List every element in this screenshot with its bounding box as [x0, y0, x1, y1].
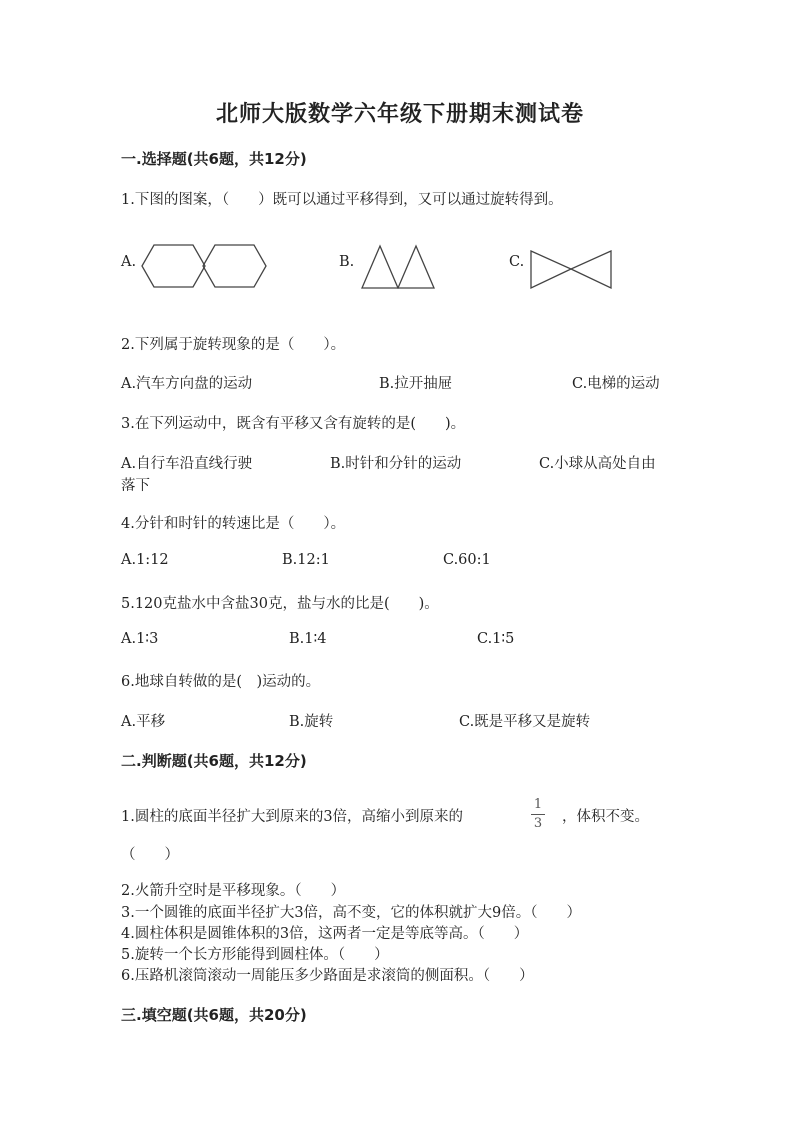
judge-question-4: 4.圆柱体积是圆锥体积的3倍，这两者一定是等底等高。（ ） — [121, 926, 529, 942]
question-choice-2: 2.下列属于旋转现象的是（ ）。 — [121, 337, 346, 353]
two-triangles-figure — [361, 245, 436, 289]
option-3c-continued: 落下 — [121, 478, 150, 494]
section-heading-fill: 三.填空题(共6题，共20分) — [121, 1006, 307, 1024]
judge-question-1: 1.圆柱的底面半径扩大到原来的3倍，高缩小到原来的 — [121, 809, 464, 825]
section-heading-judge: 二.判断题(共6题，共12分) — [121, 752, 307, 770]
fraction-bar — [531, 814, 545, 815]
bowtie-figure — [530, 250, 612, 290]
hexagon-right — [203, 245, 266, 287]
option-2a: A.汽车方向盘的运动 — [121, 376, 253, 392]
triangle-left — [362, 246, 398, 288]
judge-question-1-end: ，体积不变。 — [562, 809, 649, 825]
option-3b: B.时针和分针的运动 — [330, 456, 462, 472]
option-b-label: B. — [339, 254, 355, 270]
section-heading-choice: 一.选择题(共6题，共12分) — [121, 150, 307, 168]
bowtie-left-triangle — [531, 251, 571, 288]
option-5b: B.1∶4 — [289, 631, 327, 647]
two-hexagons-figure — [141, 244, 267, 288]
fraction-numerator: 1 — [533, 797, 543, 812]
question-choice-5: 5.120克盐水中含盐30克，盐与水的比是( )。 — [121, 596, 439, 612]
option-2c: C.电梯的运动 — [572, 376, 660, 392]
option-2b: B.拉开抽屉 — [379, 376, 453, 392]
triangle-right — [398, 246, 434, 288]
judge-question-3: 3.一个圆锥的底面半径扩大3倍，高不变，它的体积就扩大9倍。（ ） — [121, 905, 582, 921]
judge-question-1-answer-paren: （ ） — [121, 847, 179, 863]
option-6a: A.平移 — [121, 714, 166, 730]
option-a-label: A. — [121, 254, 137, 270]
question-choice-6: 6.地球自转做的是( )运动的。 — [121, 674, 321, 690]
option-4c: C.60:1 — [443, 552, 491, 568]
question-choice-3: 3.在下列运动中，既含有平移又含有旋转的是( )。 — [121, 416, 466, 432]
option-4b: B.12:1 — [282, 552, 330, 568]
option-6b: B.旋转 — [289, 714, 334, 730]
fraction-denominator: 3 — [533, 816, 543, 831]
judge-question-6: 6.压路机滚筒滚动一周能压多少路面是求滚筒的侧面积。（ ） — [121, 968, 534, 984]
option-4a: A.1:12 — [121, 552, 169, 568]
judge-question-2: 2.火箭升空时是平移现象。（ ） — [121, 883, 346, 899]
page-title: 北师大版数学六年级下册期末测试卷 — [215, 102, 584, 127]
judge-question-5: 5.旋转一个长方形能得到圆柱体。（ ） — [121, 947, 389, 963]
question-choice-1: 1.下图的图案，（ ）既可以通过平移得到，又可以通过旋转得到。 — [121, 192, 563, 208]
option-5a: A.1∶3 — [121, 631, 159, 647]
option-5c: C.1∶5 — [477, 631, 515, 647]
option-c-label: C. — [509, 254, 525, 270]
hexagon-left — [142, 245, 205, 287]
fraction-one-third — [531, 798, 545, 831]
question-choice-4: 4.分针和时针的转速比是（ ）。 — [121, 516, 346, 532]
option-6c: C.既是平移又是旋转 — [459, 714, 591, 730]
bowtie-right-triangle — [571, 251, 611, 288]
option-3c: C.小球从高处自由 — [539, 456, 656, 472]
option-3a: A.自行车沿直线行驶 — [121, 456, 253, 472]
